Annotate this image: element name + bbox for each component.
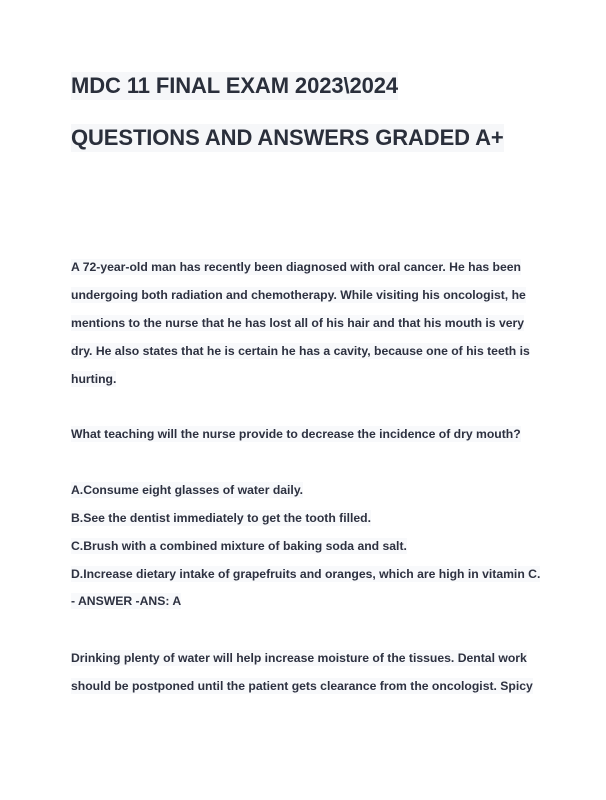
document-title-line-1: MDC 11 FINAL EXAM 2023\2024 xyxy=(71,73,399,98)
question-paragraph-line: A 72-year-old man has recently been diagnosed with oral cancer. He has been xyxy=(71,260,521,274)
question-paragraph-line: mentions to the nurse that he has lost all of his hair and that his mouth is very xyxy=(71,316,525,330)
question-paragraph-line: hurting. xyxy=(71,372,117,386)
answer-key: - ANSWER -ANS: A xyxy=(71,594,182,608)
answer-option-d: D.Increase dietary intake of grapefruits and oranges, which are high in vitamin C. xyxy=(71,567,541,581)
answer-option-b: B.See the dentist immediately to get the tooth filled. xyxy=(71,511,371,525)
rationale-line: Drinking plenty of water will help increase moisture of the tissues. Dental work xyxy=(71,651,527,665)
answer-option-a: A.Consume eight glasses of water daily. xyxy=(71,483,304,497)
question-paragraph-line: dry. He also states that he is certain he has a cavity, because one of his teeth is xyxy=(71,344,530,358)
answer-option-c: C.Brush with a combined mixture of baking soda and salt. xyxy=(71,539,407,553)
question-paragraph-line: undergoing both radiation and chemotherapy. While visiting his oncologist, he xyxy=(71,288,526,302)
question-text: What teaching will the nurse provide to decrease the incidence of dry mouth? xyxy=(71,427,521,441)
document-title-line-2: QUESTIONS AND ANSWERS GRADED A+ xyxy=(71,125,504,150)
rationale-line: should be postponed until the patient gets clearance from the oncologist. Spicy xyxy=(71,679,533,693)
